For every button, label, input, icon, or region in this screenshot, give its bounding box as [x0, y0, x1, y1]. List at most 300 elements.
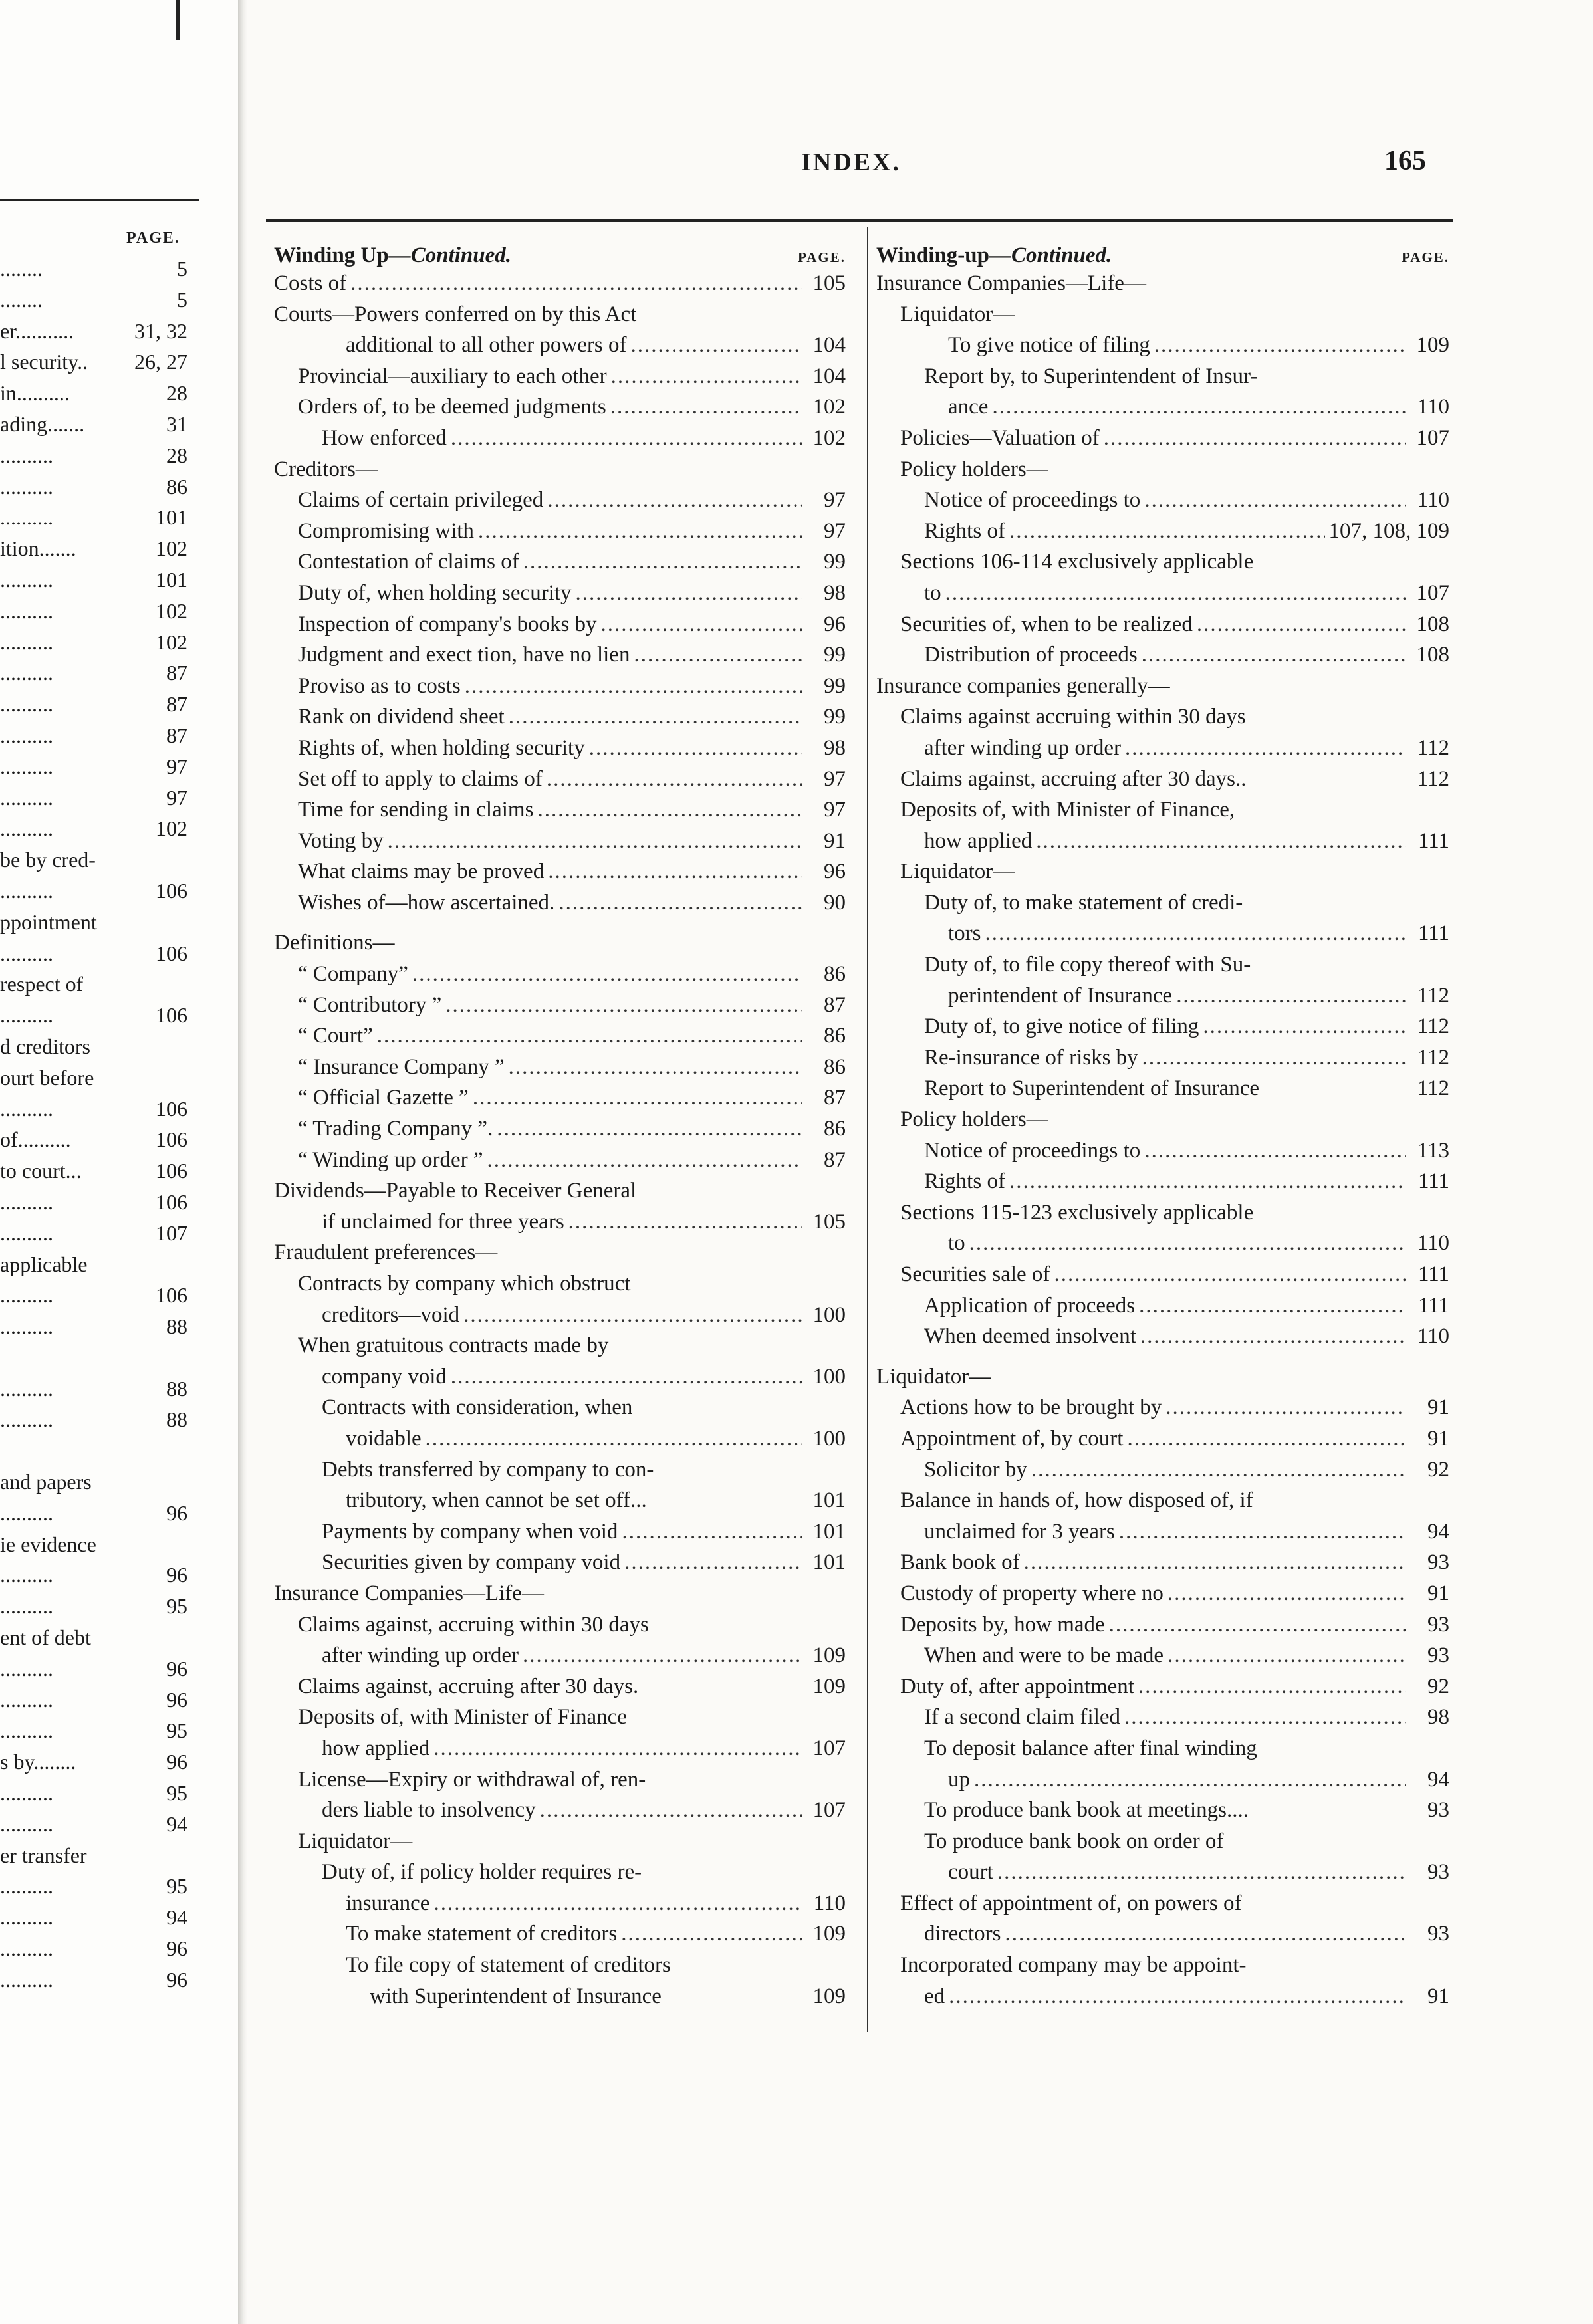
index-entry-page: 105	[812, 1209, 846, 1234]
index-entry-page: 100	[812, 1364, 846, 1389]
leader-dots	[1127, 1427, 1406, 1451]
column-divider	[867, 227, 868, 2032]
index-entry-text: Contracts with consideration, when	[322, 1395, 633, 1420]
index-entry-text: company void	[322, 1364, 447, 1389]
index-entry	[876, 1643, 1449, 1675]
facing-page-entry	[0, 1439, 187, 1470]
leader-dots	[433, 1891, 802, 1916]
index-entry-text: Deposits of, with Minister of Finance	[298, 1705, 627, 1730]
index-entry	[876, 1891, 1449, 1922]
facing-page-entry-page: 87	[166, 723, 187, 747]
facing-page-entry	[0, 661, 187, 692]
leader-dots	[1005, 1922, 1406, 1946]
facing-page-entry-text: ..........	[0, 1967, 53, 1992]
leader-dots	[1140, 1324, 1406, 1349]
index-entry-page: 108	[1416, 643, 1449, 667]
index-entry-text: Liquidator—	[900, 860, 1015, 884]
index-entry-page: 86	[824, 962, 846, 987]
index-entry	[274, 1240, 846, 1272]
facing-page-entry-text: ..........	[0, 692, 53, 717]
facing-page-entry	[0, 1718, 187, 1750]
index-entry-text: Inspection of company's books by	[298, 612, 597, 636]
facing-page-entry-text: ..........	[0, 1189, 53, 1214]
leader-dots	[463, 1303, 802, 1328]
page-column-label: PAGE.	[1401, 249, 1449, 265]
leader-dots	[1009, 1169, 1406, 1194]
index-entry-page: 91	[824, 828, 846, 853]
facing-page-entry-text: respect of	[0, 972, 84, 996]
index-entry	[876, 1201, 1449, 1232]
leader-dots	[1203, 1014, 1406, 1039]
index-entry	[274, 1705, 846, 1736]
leader-dots	[509, 1055, 802, 1080]
leader-dots	[969, 1231, 1406, 1256]
index-entry-text: court	[948, 1860, 993, 1885]
index-entry-page: 87	[824, 1147, 846, 1172]
facing-page-entry-text: ..........	[0, 1500, 53, 1525]
ink-mark	[176, 0, 180, 40]
facing-page-entry-page: 5	[177, 257, 187, 281]
index-entry-page: 112	[1417, 735, 1449, 760]
index-entry-page: 105	[812, 271, 846, 295]
index-entry	[274, 1736, 846, 1768]
index-entry-text: how applied	[322, 1736, 430, 1760]
index-entry	[274, 1613, 846, 1644]
facing-page-entry-text: ..........	[0, 598, 53, 623]
facing-page-entry-text: ..........	[0, 1376, 53, 1401]
index-entry-text: Duty of, to make statement of credi-	[924, 890, 1243, 915]
index-entry	[876, 1458, 1449, 1489]
facing-page-entry-page: 102	[156, 816, 187, 841]
facing-page-entry	[0, 1377, 187, 1408]
leader-dots	[1124, 1705, 1406, 1730]
index-entry-text: Deposits of, with Minister of Finance,	[900, 798, 1235, 822]
leader-dots	[478, 519, 802, 544]
facing-page-page-label: PAGE.	[126, 229, 180, 247]
facing-page-entry-text: ..........	[0, 723, 53, 747]
facing-page-entries	[0, 257, 187, 1999]
leader-dots	[576, 581, 802, 606]
index-entry-page: 93	[1427, 1798, 1449, 1823]
index-entry	[876, 612, 1449, 643]
index-entry-page: 86	[824, 1054, 846, 1079]
entry-spacer	[876, 1355, 1449, 1365]
leader-dots	[568, 1210, 802, 1234]
index-entry	[876, 1169, 1449, 1201]
index-entry-text: after winding up order	[924, 735, 1121, 760]
index-entry	[876, 1922, 1449, 1953]
index-entry-text: Custody of property where no	[900, 1581, 1164, 1605]
leader-dots	[1176, 984, 1406, 1008]
index-entry-text: tors	[948, 921, 981, 946]
index-entry-text: “ Company”	[298, 962, 408, 987]
index-entry	[876, 953, 1449, 984]
index-entry	[274, 736, 846, 767]
index-entry-page: 112	[1417, 1076, 1449, 1101]
leader-dots	[1154, 333, 1406, 358]
facing-page-entry-text: ition.......	[0, 536, 76, 561]
index-entry	[876, 767, 1449, 798]
index-entry-page: 92	[1427, 1674, 1449, 1698]
index-entry-text: Bank book of	[900, 1550, 1020, 1575]
index-entry-page: 108	[1416, 612, 1449, 636]
leader-dots	[1031, 1458, 1406, 1482]
column-heading-title: Winding Up—Continued.	[274, 243, 512, 267]
facing-page-entry-text: ourt before	[0, 1065, 94, 1090]
index-entry	[876, 1365, 1449, 1396]
index-entry-text: Liquidator—	[298, 1829, 413, 1853]
leader-dots	[985, 921, 1406, 946]
leader-dots	[426, 1427, 802, 1451]
index-entry	[876, 1076, 1449, 1107]
facing-page-entry-text: ........	[0, 287, 43, 312]
facing-page-entry-text: ..........	[0, 1407, 53, 1432]
leader-dots	[997, 1860, 1406, 1885]
facing-page-entry-page: 5	[177, 287, 187, 312]
index-entry-text: Fraudulent preferences—	[274, 1240, 498, 1265]
facing-page-entry-page: 28	[166, 381, 187, 406]
index-entry	[274, 395, 846, 426]
index-entry-page: 97	[824, 766, 846, 791]
facing-page-entry-page: 96	[166, 1563, 187, 1587]
leader-dots	[548, 860, 802, 884]
facing-page-entry	[0, 1034, 187, 1066]
index-entry	[876, 1736, 1449, 1768]
index-entry-page: 111	[1417, 828, 1449, 853]
index-entry	[274, 1675, 846, 1706]
facing-page-entry-page: 95	[166, 1718, 187, 1743]
facing-page-entry-page: 87	[166, 692, 187, 717]
index-entry-page: 110	[1417, 1324, 1449, 1349]
index-entry-page: 101	[812, 1488, 846, 1513]
index-entry-page: 87	[824, 1086, 846, 1110]
leader-dots	[622, 1520, 802, 1544]
index-entry	[274, 1055, 846, 1086]
facing-page-entry	[0, 1097, 187, 1128]
leader-dots	[630, 333, 802, 358]
facing-page-entry-text: d creditors	[0, 1034, 90, 1058]
facing-page-entry-page: 88	[166, 1407, 187, 1432]
leader-dots	[540, 1798, 802, 1823]
facing-page-entry-page: 95	[166, 1781, 187, 1805]
facing-page-entry-page: 106	[156, 1003, 187, 1028]
facing-page-entry-text: ading.......	[0, 411, 85, 436]
index-entry-text: Voting by	[298, 828, 384, 853]
facing-page-entry	[0, 1594, 187, 1625]
index-entry-text: directors	[924, 1922, 1001, 1946]
facing-page-entry-text: er transfer	[0, 1843, 87, 1867]
index-entry-page: 100	[812, 1426, 846, 1451]
index-entry-text: Duty of, to file copy thereof with Su-	[924, 953, 1251, 977]
index-entry-text: ed	[924, 1984, 945, 2008]
index-entry-page: 99	[824, 673, 846, 698]
index-entry-page: 112	[1417, 983, 1449, 1008]
index-entry	[274, 1272, 846, 1303]
index-entry	[876, 1262, 1449, 1294]
index-entry-page: 112	[1417, 1045, 1449, 1070]
facing-page-entry-page: 106	[156, 941, 187, 965]
index-entry-page: 111	[1417, 1293, 1449, 1318]
facing-page-entry	[0, 1066, 187, 1097]
index-entry-text: voidable	[346, 1426, 422, 1451]
index-entry	[876, 581, 1449, 612]
leader-dots	[465, 674, 802, 699]
index-entry	[274, 643, 846, 674]
index-entry	[876, 1520, 1449, 1551]
facing-page-entry-text: ..........	[0, 1905, 53, 1930]
facing-page-entry-page: 102	[156, 536, 187, 561]
index-entry	[876, 457, 1449, 489]
facing-page-entry-page: 106	[156, 1159, 187, 1183]
index-entry-text: Rights of	[924, 519, 1005, 543]
index-entry	[274, 1488, 846, 1520]
leader-dots	[547, 767, 802, 792]
facing-page-entry-text: in..........	[0, 381, 70, 406]
index-entry-page: 102	[812, 425, 846, 450]
leader-dots	[1167, 1643, 1406, 1668]
leader-dots	[1197, 612, 1406, 637]
facing-page-entry-text: ..........	[0, 1656, 53, 1681]
index-entry	[876, 798, 1449, 829]
index-entry-page: 91	[1427, 1984, 1449, 2008]
facing-page-entry	[0, 1221, 187, 1252]
leader-dots	[601, 612, 802, 637]
index-entry-page: 100	[812, 1302, 846, 1327]
facing-page-fragment	[0, 0, 238, 2324]
index-entry-page: 104	[812, 364, 846, 388]
index-entry	[274, 1891, 846, 1922]
index-entry	[876, 829, 1449, 860]
leader-dots	[589, 736, 802, 760]
index-entry-page: 110	[1417, 488, 1449, 513]
facing-page-entry-page: 102	[156, 598, 187, 623]
index-entry	[274, 1024, 846, 1055]
index-entry-text: Insurance companies generally—	[876, 673, 1170, 698]
index-entry-text: Distribution of proceeds	[924, 643, 1138, 667]
index-entry-text: Application of proceeds	[924, 1293, 1136, 1318]
facing-page-entry-page: 106	[156, 1127, 187, 1152]
index-entry	[876, 271, 1449, 302]
facing-page-entry	[0, 1407, 187, 1439]
index-entry	[876, 488, 1449, 519]
index-entry-page: 87	[824, 992, 846, 1017]
index-entry-text: Policy holders—	[900, 457, 1048, 481]
facing-page-entry	[0, 505, 187, 536]
facing-page-entry	[0, 1159, 187, 1190]
index-entry-text: up	[948, 1767, 970, 1792]
leader-dots	[537, 798, 802, 822]
facing-page-entry	[0, 1936, 187, 1968]
page-number: 165	[1384, 146, 1426, 176]
index-entry-page: 91	[1427, 1581, 1449, 1605]
index-entry-page: 107	[812, 1736, 846, 1760]
index-entry	[876, 1324, 1449, 1355]
index-entry-page: 107	[812, 1798, 846, 1823]
index-entry	[274, 993, 846, 1024]
index-entry-text: Rights of, when holding security	[298, 735, 585, 760]
facing-page-entry-page: 96	[166, 1750, 187, 1774]
leader-dots	[1139, 1294, 1406, 1318]
index-entry	[876, 705, 1449, 736]
index-entry-text: To produce bank book on order of	[924, 1829, 1224, 1853]
index-entry-text: creditors—void	[322, 1302, 460, 1327]
facing-page-entry	[0, 1190, 187, 1221]
facing-page-entry-text: ie evidence	[0, 1532, 96, 1556]
index-entry-page: 94	[1427, 1767, 1449, 1792]
leader-dots	[610, 395, 802, 419]
index-entry	[274, 1984, 846, 2016]
index-entry	[876, 1798, 1449, 1829]
index-entry-text: how applied	[924, 828, 1033, 853]
index-entry-text: Claims against, accruing after 30 days.	[298, 1674, 639, 1698]
index-entry-text: “ Official Gazette ”	[298, 1086, 469, 1110]
index-entry-text: Orders of, to be deemed judgments	[298, 395, 606, 419]
facing-page-entry-text: ..........	[0, 630, 53, 654]
index-entry-text: Sections 115-123 exclusively applicable	[900, 1200, 1254, 1224]
facing-page-entry-text: ..........	[0, 1936, 53, 1961]
index-entry-page: 98	[824, 735, 846, 760]
facing-page-entry	[0, 1968, 187, 1999]
index-entry	[876, 674, 1449, 705]
index-entry-text: “ Winding up order ”	[298, 1147, 483, 1172]
index-entry	[274, 1427, 846, 1458]
facing-page-entry-text: ..........	[0, 878, 53, 903]
index-entry	[274, 1117, 846, 1148]
facing-page-entry	[0, 1843, 187, 1875]
index-entry-page: 86	[824, 1117, 846, 1141]
index-entry	[274, 767, 846, 798]
index-entry-text: Wishes of—how ascertained.	[298, 890, 555, 915]
index-column-right	[876, 243, 1449, 2015]
index-entry-text: Insurance Companies—Life—	[876, 271, 1146, 295]
facing-page-entry-page: 96	[166, 1656, 187, 1681]
facing-page-entry	[0, 536, 187, 568]
facing-page-entry-page: 106	[156, 1283, 187, 1308]
index-entry-text: Contracts by company which obstruct	[298, 1272, 631, 1296]
index-entry-page: 112	[1417, 766, 1449, 791]
index-entry	[274, 271, 846, 302]
index-entry	[274, 891, 846, 922]
index-entry-page: 97	[824, 798, 846, 822]
index-entry	[274, 1365, 846, 1396]
page-header	[266, 148, 1463, 187]
facing-page-entry-page: 26, 27	[134, 350, 187, 374]
index-entry-text: with Superintendent of Insurance	[370, 1984, 662, 2008]
index-entry-text: To produce bank book at meetings....	[924, 1798, 1249, 1823]
index-entry	[274, 1798, 846, 1829]
index-entry-text: Provincial—auxiliary to each other	[298, 364, 607, 388]
facing-page-entry-text: ..........	[0, 474, 53, 499]
index-entry-page: 101	[812, 1550, 846, 1575]
leader-dots	[412, 962, 802, 987]
index-entry	[876, 1953, 1449, 1984]
index-entry-page: 90	[824, 890, 846, 915]
index-entry-text: Securities given by company void	[322, 1550, 621, 1575]
index-entry	[876, 1829, 1449, 1861]
leader-dots	[1144, 488, 1406, 513]
index-entry	[876, 1613, 1449, 1644]
facing-page-entry-text: ..........	[0, 661, 53, 685]
facing-page-entry-text: ..........	[0, 1874, 53, 1899]
leader-dots	[1142, 643, 1406, 667]
index-entry	[876, 1427, 1449, 1458]
index-entry	[274, 550, 846, 581]
leader-dots	[377, 1024, 802, 1048]
index-entry	[274, 860, 846, 891]
index-entry-text: ance	[948, 395, 989, 419]
index-entry	[274, 962, 846, 993]
facing-page-entry-text: and papers	[0, 1470, 92, 1494]
index-entry	[876, 1395, 1449, 1427]
index-entry-page: 113	[1417, 1138, 1449, 1163]
facing-page-entry-text: ent of debt	[0, 1625, 91, 1650]
facing-page-entry-text: ..........	[0, 505, 53, 530]
facing-page-entry-text: ..........	[0, 1687, 53, 1712]
facing-page-entry-page: 31	[166, 411, 187, 436]
index-entry-page: 93	[1427, 1643, 1449, 1668]
index-entry	[876, 333, 1449, 364]
index-entry	[876, 1768, 1449, 1799]
index-entry	[274, 1550, 846, 1581]
index-entry	[274, 1953, 846, 1984]
index-entry-text: Duty of, to give notice of filing	[924, 1014, 1199, 1039]
facing-page-entry-text: er...........	[0, 318, 74, 343]
index-entry	[876, 519, 1449, 550]
index-entry	[274, 1458, 846, 1489]
facing-page-entry-page: 94	[166, 1811, 187, 1836]
facing-page-entry	[0, 1470, 187, 1501]
index-entry	[274, 1148, 846, 1179]
leader-dots	[1009, 519, 1325, 544]
leader-dots	[1036, 829, 1406, 854]
index-entry-page: 110	[813, 1891, 846, 1915]
index-entry-text: Balance in hands of, how disposed of, if	[900, 1488, 1253, 1513]
index-entry-page: 97	[824, 488, 846, 513]
index-entry-text: Time for sending in claims	[298, 798, 534, 822]
facing-page-entry	[0, 412, 187, 443]
index-entry-page: 104	[812, 333, 846, 358]
index-entry-text: Definitions—	[274, 931, 395, 955]
facing-page-entry-page: 106	[156, 878, 187, 903]
leader-dots	[992, 395, 1406, 419]
index-entry-text: Insurance Companies—Life—	[274, 1581, 544, 1605]
leader-dots	[547, 488, 802, 513]
index-entry	[876, 1046, 1449, 1077]
index-entry-text: Debts transferred by company to con-	[322, 1457, 654, 1482]
index-entry-page: 111	[1417, 921, 1449, 946]
index-entry-text: What claims may be proved	[298, 860, 545, 884]
leader-dots	[1144, 1139, 1406, 1163]
index-entry-page: 96	[824, 612, 846, 636]
index-entry	[274, 1520, 846, 1551]
facing-page-entry	[0, 1688, 187, 1719]
page-column-label: PAGE.	[797, 249, 846, 265]
index-entry-page: 107	[1416, 580, 1449, 605]
facing-page-entry	[0, 1657, 187, 1688]
index-entry-text: to	[924, 580, 941, 605]
index-entry	[274, 612, 846, 643]
index-entry	[274, 1334, 846, 1365]
facing-page-entry	[0, 848, 187, 879]
index-entry-text: Compromising with	[298, 519, 474, 543]
leader-dots	[350, 271, 802, 296]
leader-dots	[451, 1365, 802, 1389]
index-entry-text: Solicitor by	[924, 1457, 1027, 1482]
facing-page-rule	[0, 199, 199, 201]
index-entry	[274, 364, 846, 396]
index-entry-text: Proviso as to costs	[298, 673, 461, 698]
index-entry-text: Liquidator—	[876, 1364, 991, 1389]
